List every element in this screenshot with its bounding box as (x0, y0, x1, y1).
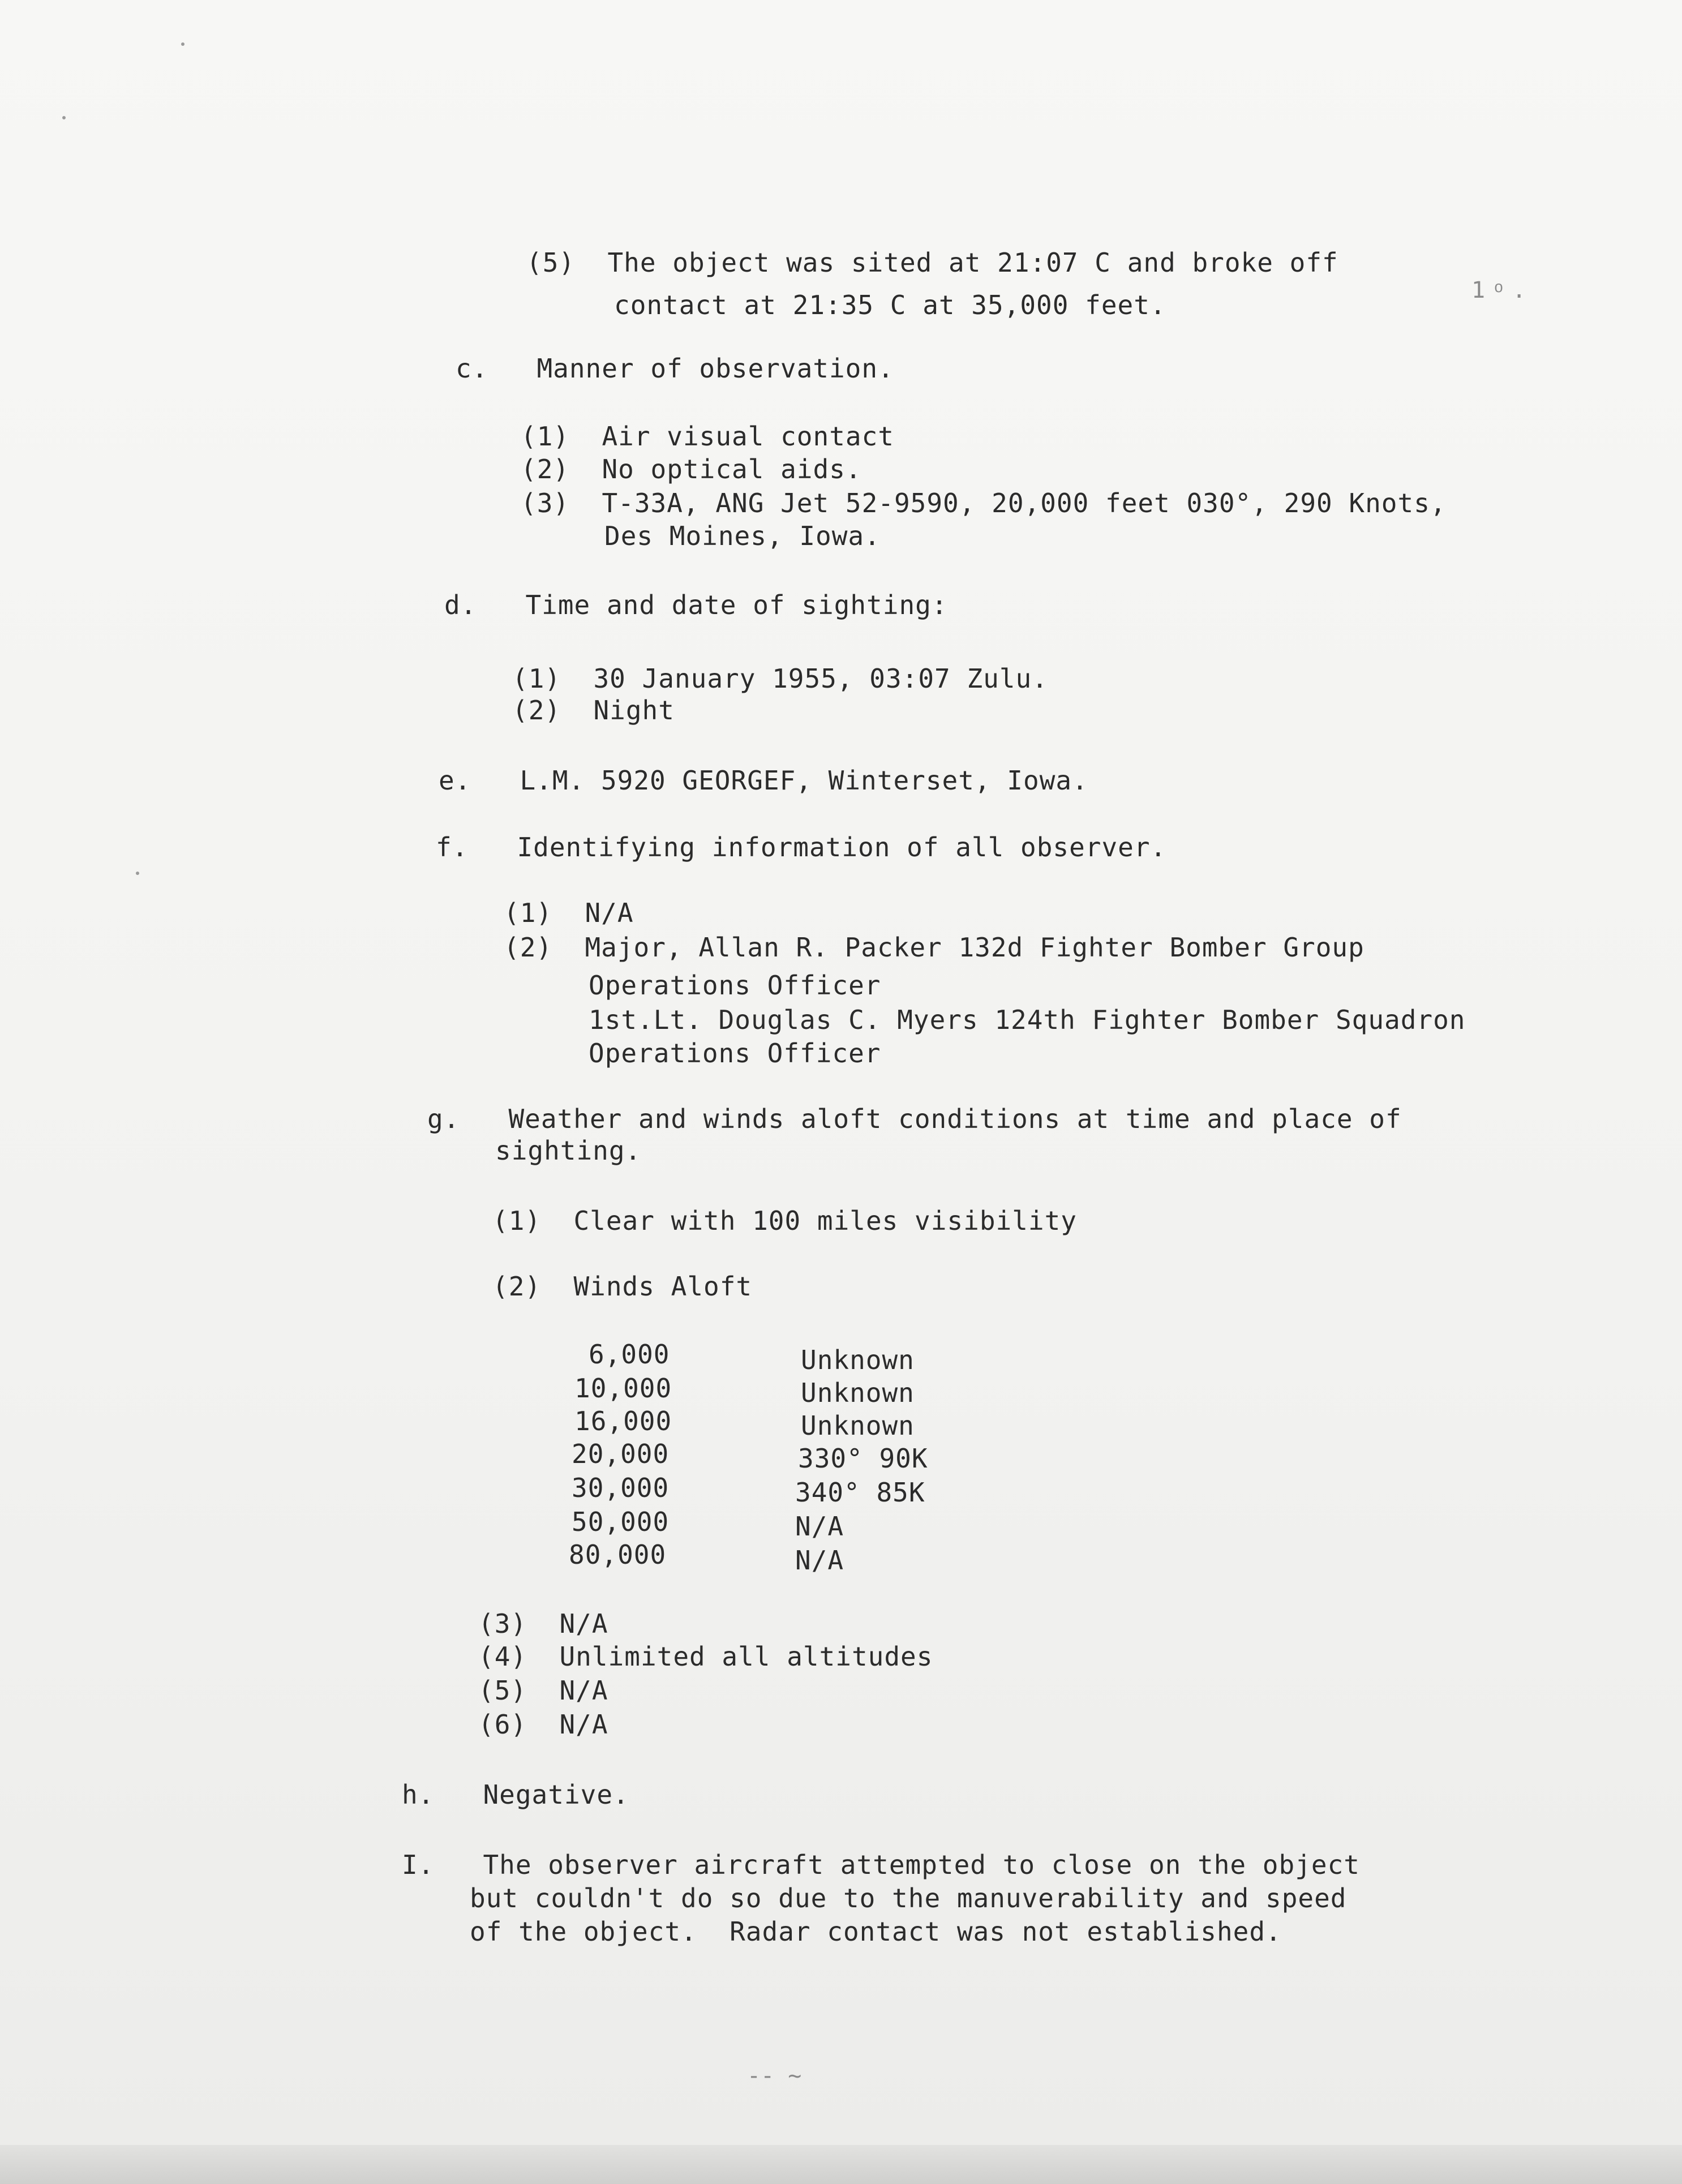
section-g-item-2: (2) Winds Aloft (492, 1271, 753, 1302)
item-b5-line1: (5) The object was sited at 21:07 C and broke off (526, 247, 1338, 278)
scan-bottom-edge (0, 2145, 1682, 2184)
section-g-heading-cont: sighting. (495, 1135, 642, 1166)
section-c-heading: c. Manner of observation. (456, 353, 894, 384)
scan-speck (181, 42, 184, 46)
bottom-mark: -- ~ (747, 2063, 802, 2089)
section-g-item-3: (3) N/A (478, 1608, 608, 1639)
section-f-item-2: (2) Major, Allan R. Packer 132d Fighter Bomber Group (504, 932, 1365, 963)
section-h: h. Negative. (402, 1779, 629, 1810)
winds-altitude: 50,000 (572, 1507, 670, 1537)
winds-altitude: 30,000 (572, 1473, 670, 1503)
section-f-heading: f. Identifying information of all observer. (436, 832, 1167, 863)
section-g-item-6: (6) N/A (478, 1709, 608, 1740)
scan-speck (136, 872, 139, 875)
section-f-item-2-cont1: Operations Officer (589, 970, 881, 1001)
section-c-item-3: (3) T-33A, ANG Jet 52-9590, 20,000 feet 030°, 290 Knots, (521, 488, 1447, 518)
section-c-item-2: (2) No optical aids. (521, 454, 862, 484)
section-d-item-2: (2) Night (512, 695, 675, 726)
winds-value: N/A (795, 1545, 844, 1576)
section-f-item-2-cont2: 1st.Lt. Douglas C. Myers 124th Fighter Bomber Squadron (589, 1005, 1466, 1035)
section-c-item-1: (1) Air visual contact (521, 421, 894, 452)
winds-altitude: 10,000 (574, 1373, 672, 1404)
winds-value: N/A (795, 1511, 844, 1542)
item-b5-line2: contact at 21:35 C at 35,000 feet. (614, 290, 1166, 320)
section-c-item-3-cont: Des Moines, Iowa. (604, 521, 881, 551)
winds-value: 330° 90K (798, 1443, 928, 1474)
winds-altitude: 6,000 (589, 1339, 670, 1370)
section-f-item-2-cont3: Operations Officer (589, 1038, 881, 1069)
winds-altitude: 80,000 (569, 1539, 667, 1570)
section-d-item-1: (1) 30 January 1955, 03:07 Zulu. (512, 663, 1048, 694)
section-g-item-5: (5) N/A (478, 1675, 608, 1706)
section-g-item-4: (4) Unlimited all altitudes (478, 1641, 933, 1672)
winds-altitude: 20,000 (572, 1439, 670, 1469)
winds-value: Unknown (801, 1410, 915, 1441)
winds-value: 340° 85K (795, 1477, 925, 1508)
section-f-item-1: (1) N/A (504, 898, 634, 928)
section-g-heading: g. Weather and winds aloft conditions at time and place of (427, 1104, 1402, 1134)
section-i-line1: I. The observer aircraft attempted to close on the object (402, 1850, 1360, 1880)
scan-speck (62, 116, 66, 119)
section-e-heading: e. L.M. 5920 GEORGEF, Winterset, Iowa. (439, 765, 1088, 796)
section-i-line3: of the object. Radar contact was not established. (470, 1916, 1282, 1947)
winds-value: Unknown (801, 1378, 915, 1408)
section-d-heading: d. Time and date of sighting: (444, 590, 948, 620)
winds-value: Unknown (801, 1345, 915, 1375)
corner-mark: 1 ͦ . (1471, 277, 1526, 303)
section-g-item-1: (1) Clear with 100 miles visibility (492, 1205, 1077, 1236)
section-i-line2: but couldn't do so due to the manuverability and speed (470, 1883, 1347, 1913)
winds-altitude: 16,000 (574, 1406, 672, 1436)
